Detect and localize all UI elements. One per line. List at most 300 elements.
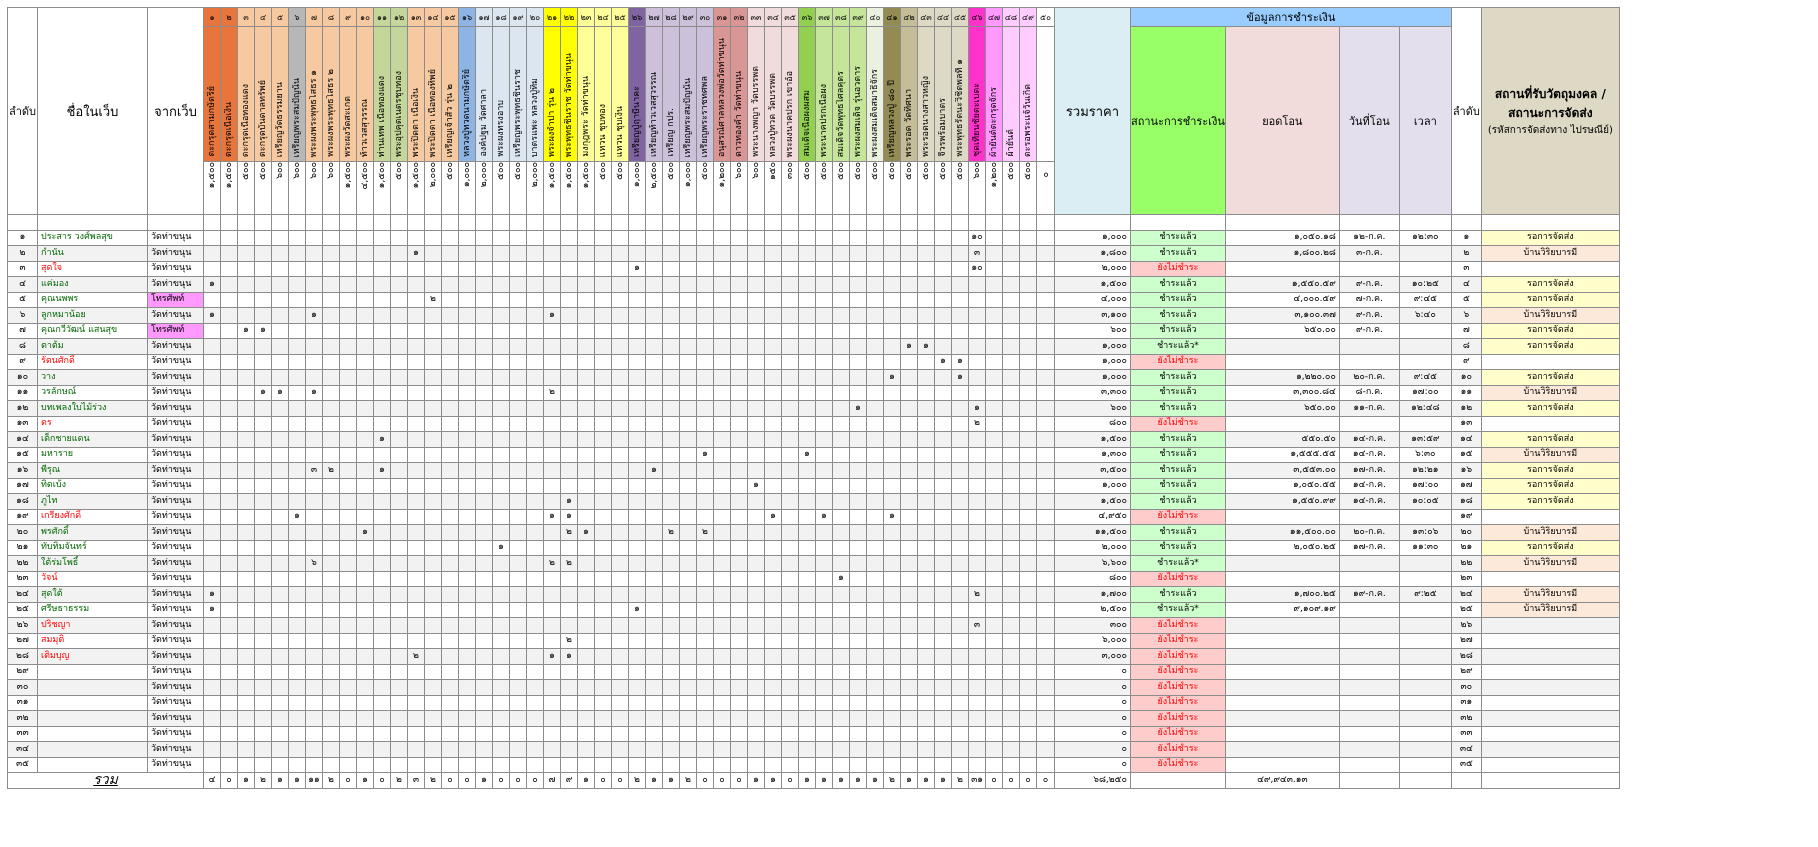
- order-table: [7, 7, 1620, 789]
- qty-cell: ๑: [884, 370, 901, 386]
- row-total: ๑,๐๐๐: [1055, 370, 1131, 386]
- qty-cell: [323, 385, 340, 401]
- qty-cell: [714, 416, 731, 432]
- row-time: [1399, 711, 1451, 727]
- item-name: พระผงพระพุทธโสธร ๑: [309, 69, 319, 157]
- qty-cell: [663, 556, 680, 572]
- qty-cell: [918, 556, 935, 572]
- qty-cell: [680, 401, 697, 417]
- qty-cell: [340, 339, 357, 355]
- qty-cell: [459, 432, 476, 448]
- column-total: ๐: [612, 773, 629, 789]
- qty-cell: [663, 447, 680, 463]
- qty-cell: ๑: [918, 339, 935, 355]
- totals-blank: [1339, 773, 1399, 789]
- qty-cell: [255, 618, 272, 634]
- qty-cell: [969, 292, 986, 308]
- row-name: ปริชญา: [38, 618, 148, 634]
- table-row: [8, 277, 1620, 293]
- qty-cell: [782, 695, 799, 711]
- item-name: เหรียญท้าวเวสสุวรรณ: [649, 71, 659, 157]
- qty-cell: [867, 277, 884, 293]
- blank-cell: [8, 215, 38, 231]
- qty-cell: [357, 664, 374, 680]
- qty-cell: [884, 618, 901, 634]
- item-price: ๖๐๐: [292, 162, 302, 179]
- qty-cell: [629, 680, 646, 696]
- qty-cell: [986, 742, 1003, 758]
- qty-cell: [646, 618, 663, 634]
- qty-cell: [442, 664, 459, 680]
- row-date: ๑๙-ก.ค.: [1339, 587, 1399, 603]
- qty-cell: [544, 354, 561, 370]
- qty-cell: [714, 742, 731, 758]
- qty-cell: [578, 323, 595, 339]
- qty-cell: [323, 757, 340, 773]
- qty-cell: [697, 432, 714, 448]
- qty-cell: [901, 742, 918, 758]
- row-pay-status: ยังไม่ชำระ: [1131, 649, 1226, 665]
- qty-cell: [493, 432, 510, 448]
- qty-cell: [595, 385, 612, 401]
- item-name: ตะกรุดเนื้อเงิน: [224, 101, 234, 157]
- qty-cell: [510, 494, 527, 510]
- qty-cell: [510, 323, 527, 339]
- qty-cell: [289, 618, 306, 634]
- qty-cell: [697, 618, 714, 634]
- row-amount: ๑,๕๕๕.๕๕: [1225, 447, 1339, 463]
- qty-cell: [799, 556, 816, 572]
- qty-cell: [255, 571, 272, 587]
- item-number: ๓๐: [697, 8, 714, 27]
- column-total: ๑: [289, 773, 306, 789]
- qty-cell: [612, 292, 629, 308]
- qty-cell: [204, 695, 221, 711]
- qty-cell: [442, 509, 459, 525]
- qty-cell: [714, 447, 731, 463]
- qty-cell: [884, 463, 901, 479]
- qty-cell: [867, 742, 884, 758]
- row-amount: [1225, 571, 1339, 587]
- qty-cell: [629, 308, 646, 324]
- qty-cell: [323, 308, 340, 324]
- qty-cell: [323, 680, 340, 696]
- qty-cell: [816, 757, 833, 773]
- item-price: ๖๐๐: [751, 162, 761, 179]
- row-seq2: ๒๔: [1451, 587, 1481, 603]
- qty-cell: [510, 742, 527, 758]
- qty-cell: [578, 633, 595, 649]
- qty-cell: [391, 308, 408, 324]
- row-amount: [1225, 742, 1339, 758]
- qty-cell: [544, 292, 561, 308]
- qty-cell: [867, 432, 884, 448]
- qty-cell: [697, 757, 714, 773]
- qty-cell: ๑: [935, 354, 952, 370]
- qty-cell: [272, 354, 289, 370]
- qty-cell: [544, 711, 561, 727]
- qty-cell: [425, 757, 442, 773]
- qty-cell: [680, 277, 697, 293]
- qty-cell: [238, 494, 255, 510]
- qty-cell: [578, 757, 595, 773]
- qty-cell: [884, 633, 901, 649]
- qty-cell: [714, 230, 731, 246]
- item-price-header: [1003, 162, 1020, 215]
- qty-cell: [918, 292, 935, 308]
- qty-cell: [629, 385, 646, 401]
- qty-cell: [969, 494, 986, 510]
- row-time: [1399, 416, 1451, 432]
- qty-cell: [850, 509, 867, 525]
- qty-cell: [748, 308, 765, 324]
- qty-cell: [493, 447, 510, 463]
- item-name-header: [323, 27, 340, 162]
- qty-cell: [1037, 385, 1055, 401]
- row-amount: ๑,๕๕๐.๕๙: [1225, 277, 1339, 293]
- qty-cell: [357, 649, 374, 665]
- qty-cell: [646, 587, 663, 603]
- item-price: ๑,๐๐๐: [632, 162, 642, 188]
- item-name: เหรียญพระราชทศพล: [700, 75, 710, 157]
- qty-cell: [748, 726, 765, 742]
- qty-cell: [952, 447, 969, 463]
- qty-cell: [476, 742, 493, 758]
- item-price: ๑,๕๐๐: [224, 162, 234, 189]
- qty-cell: [731, 370, 748, 386]
- item-name: ดาวทองคำ วัดท่าขนุน: [734, 71, 744, 157]
- qty-cell: [714, 463, 731, 479]
- qty-cell: [1020, 618, 1037, 634]
- qty-cell: [323, 540, 340, 556]
- qty-cell: [459, 401, 476, 417]
- qty-cell: [850, 432, 867, 448]
- row-date: [1339, 649, 1399, 665]
- qty-cell: [578, 370, 595, 386]
- qty-cell: [561, 308, 578, 324]
- item-price-header: [221, 162, 238, 215]
- blank-cell: [510, 215, 527, 231]
- qty-cell: [578, 277, 595, 293]
- row-date: [1339, 711, 1399, 727]
- row-total: ๘๐๐: [1055, 416, 1131, 432]
- qty-cell: [323, 370, 340, 386]
- qty-cell: [986, 711, 1003, 727]
- item-number: ๑๔: [425, 8, 442, 27]
- qty-cell: [544, 664, 561, 680]
- qty-cell: [612, 633, 629, 649]
- column-total: ๑: [357, 773, 374, 789]
- row-pay-status: ยังไม่ชำระ: [1131, 618, 1226, 634]
- table-row: [8, 494, 1620, 510]
- qty-cell: [1003, 571, 1020, 587]
- qty-cell: [340, 385, 357, 401]
- item-price: ๕๐๐: [853, 162, 863, 180]
- row-seq: ๓๐: [8, 680, 38, 696]
- blank-cell: [238, 215, 255, 231]
- table-row: [8, 370, 1620, 386]
- qty-cell: ๑: [629, 602, 646, 618]
- qty-cell: [561, 230, 578, 246]
- item-number: ๙: [340, 8, 357, 27]
- qty-cell: [612, 494, 629, 510]
- qty-cell: ๑: [850, 401, 867, 417]
- qty-cell: [442, 618, 459, 634]
- qty-cell: [867, 571, 884, 587]
- qty-cell: [323, 618, 340, 634]
- qty-cell: [884, 308, 901, 324]
- row-delivery: [1481, 649, 1619, 665]
- qty-cell: ๒: [561, 525, 578, 541]
- qty-cell: [510, 602, 527, 618]
- qty-cell: [306, 447, 323, 463]
- item-price: ๐: [1040, 171, 1051, 177]
- qty-cell: [765, 695, 782, 711]
- qty-cell: [697, 230, 714, 246]
- qty-cell: [391, 230, 408, 246]
- qty-cell: [629, 509, 646, 525]
- item-price-header: [714, 162, 731, 215]
- row-seq2: ๒๑: [1451, 540, 1481, 556]
- qty-cell: ๑: [697, 447, 714, 463]
- blank-cell: [408, 215, 425, 231]
- row-seq: ๓: [8, 261, 38, 277]
- qty-cell: [867, 385, 884, 401]
- qty-cell: [323, 509, 340, 525]
- qty-cell: ๑๐: [969, 230, 986, 246]
- blank-cell: [697, 215, 714, 231]
- qty-cell: [850, 618, 867, 634]
- qty-cell: [884, 742, 901, 758]
- qty-cell: [323, 401, 340, 417]
- qty-cell: [391, 540, 408, 556]
- qty-cell: [612, 432, 629, 448]
- qty-cell: [714, 385, 731, 401]
- qty-cell: [765, 726, 782, 742]
- item-name: พระปิดตา เนื้อทองทิพย์: [428, 68, 438, 157]
- qty-cell: [799, 726, 816, 742]
- qty-cell: [204, 246, 221, 262]
- qty-cell: [918, 695, 935, 711]
- qty-cell: [867, 633, 884, 649]
- row-date: [1339, 618, 1399, 634]
- qty-cell: [510, 292, 527, 308]
- qty-cell: [306, 416, 323, 432]
- row-delivery: [1481, 354, 1619, 370]
- qty-cell: [238, 695, 255, 711]
- qty-cell: [578, 432, 595, 448]
- item-price-header: [459, 162, 476, 215]
- qty-cell: [782, 354, 799, 370]
- blank-cell: [782, 215, 799, 231]
- qty-cell: [782, 680, 799, 696]
- qty-cell: [578, 401, 595, 417]
- qty-cell: [884, 261, 901, 277]
- qty-cell: [595, 370, 612, 386]
- qty-cell: [646, 726, 663, 742]
- qty-cell: [799, 230, 816, 246]
- qty-cell: [255, 556, 272, 572]
- qty-cell: [952, 478, 969, 494]
- qty-cell: [1037, 618, 1055, 634]
- qty-cell: [340, 416, 357, 432]
- qty-cell: [969, 680, 986, 696]
- item-price: ๒,๐๐๐: [428, 162, 438, 188]
- qty-cell: [510, 463, 527, 479]
- qty-cell: [816, 416, 833, 432]
- qty-cell: [340, 447, 357, 463]
- qty-cell: [986, 509, 1003, 525]
- qty-cell: [901, 695, 918, 711]
- qty-cell: [952, 292, 969, 308]
- blank-cell: [1003, 215, 1020, 231]
- item-number: ๒๕: [612, 8, 629, 27]
- qty-cell: [289, 757, 306, 773]
- qty-cell: [1003, 277, 1020, 293]
- qty-cell: [799, 432, 816, 448]
- qty-cell: [935, 478, 952, 494]
- row-from: วัดท่าขนุน: [148, 230, 204, 246]
- row-amount: ๑,๐๕๐.๕๕: [1225, 478, 1339, 494]
- qty-cell: [391, 742, 408, 758]
- row-total: ๑,๕๐๐: [1055, 494, 1131, 510]
- row-from: วัดท่าขนุน: [148, 463, 204, 479]
- qty-cell: [289, 540, 306, 556]
- row-amount: [1225, 664, 1339, 680]
- item-price: ๑,๒๐๐: [717, 162, 727, 188]
- row-total: ๓๐๐: [1055, 618, 1131, 634]
- qty-cell: [731, 246, 748, 262]
- item-name: เหรียญพระสมปัญนัน: [292, 77, 302, 157]
- row-time: ๑๒:๓๐: [1399, 230, 1451, 246]
- row-pay-status: ยังไม่ชำระ: [1131, 664, 1226, 680]
- item-name: สมเด็จวัดพุทธไศลคุตร: [836, 70, 846, 157]
- qty-cell: [612, 602, 629, 618]
- qty-cell: [561, 711, 578, 727]
- row-delivery: [1481, 416, 1619, 432]
- item-price: ๑,๕๐๐: [411, 162, 421, 189]
- qty-cell: [357, 292, 374, 308]
- qty-cell: [510, 478, 527, 494]
- qty-cell: [238, 261, 255, 277]
- qty-cell: [850, 587, 867, 603]
- qty-cell: [612, 525, 629, 541]
- qty-cell: [918, 680, 935, 696]
- row-amount: [1225, 726, 1339, 742]
- row-from: วัดท่าขนุน: [148, 680, 204, 696]
- item-number: ๒๐: [527, 8, 544, 27]
- item-price: ๑,๕๐๐: [581, 162, 591, 189]
- qty-cell: [986, 726, 1003, 742]
- qty-cell: [340, 525, 357, 541]
- qty-cell: ๑: [204, 587, 221, 603]
- qty-cell: [578, 742, 595, 758]
- qty-cell: [374, 525, 391, 541]
- qty-cell: [731, 587, 748, 603]
- row-time: [1399, 354, 1451, 370]
- row-date: ๑๔-ก.ค.: [1339, 447, 1399, 463]
- qty-cell: [476, 618, 493, 634]
- qty-cell: [459, 649, 476, 665]
- qty-cell: [1003, 757, 1020, 773]
- qty-cell: [1037, 742, 1055, 758]
- qty-cell: [476, 602, 493, 618]
- column-total: ๑: [867, 773, 884, 789]
- row-name: ดร: [38, 416, 148, 432]
- qty-cell: [731, 571, 748, 587]
- qty-cell: [986, 354, 1003, 370]
- qty-cell: [697, 602, 714, 618]
- item-name-header: [561, 27, 578, 162]
- qty-cell: [799, 277, 816, 293]
- qty-cell: [391, 525, 408, 541]
- row-name: บทเพลงใบไม้ร่วง: [38, 401, 148, 417]
- qty-cell: [969, 695, 986, 711]
- qty-cell: [238, 370, 255, 386]
- qty-cell: [425, 277, 442, 293]
- qty-cell: [442, 447, 459, 463]
- qty-cell: [289, 664, 306, 680]
- qty-cell: [306, 525, 323, 541]
- qty-cell: [238, 525, 255, 541]
- row-name: รัตนศักดิ์: [38, 354, 148, 370]
- qty-cell: [884, 339, 901, 355]
- qty-cell: [391, 509, 408, 525]
- qty-cell: [935, 292, 952, 308]
- qty-cell: [1020, 602, 1037, 618]
- qty-cell: [561, 277, 578, 293]
- row-date: [1339, 633, 1399, 649]
- qty-cell: [357, 416, 374, 432]
- item-number: ๔: [255, 8, 272, 27]
- qty-cell: [442, 308, 459, 324]
- qty-cell: [867, 339, 884, 355]
- qty-cell: [323, 587, 340, 603]
- qty-cell: [901, 261, 918, 277]
- item-price-header: [357, 162, 374, 215]
- qty-cell: [408, 757, 425, 773]
- qty-cell: [680, 370, 697, 386]
- qty-cell: [527, 385, 544, 401]
- row-seq2: ๓๔: [1451, 742, 1481, 758]
- qty-cell: [1003, 649, 1020, 665]
- qty-cell: [799, 711, 816, 727]
- item-name: พระผงจำปา รุ่น ๒: [547, 87, 557, 157]
- qty-cell: [510, 432, 527, 448]
- qty-cell: [969, 509, 986, 525]
- qty-cell: [731, 649, 748, 665]
- table-row: [8, 602, 1620, 618]
- qty-cell: [765, 308, 782, 324]
- qty-cell: [408, 726, 425, 742]
- qty-cell: ๒: [969, 416, 986, 432]
- qty-cell: [884, 664, 901, 680]
- qty-cell: [935, 432, 952, 448]
- qty-cell: [748, 416, 765, 432]
- qty-cell: [238, 571, 255, 587]
- qty-cell: [510, 246, 527, 262]
- item-price: ๕๐๐: [904, 162, 914, 180]
- item-name: มงกุฎพระ วัดท่าขนุน: [581, 76, 591, 157]
- qty-cell: [867, 556, 884, 572]
- qty-cell: [1003, 742, 1020, 758]
- qty-cell: [289, 742, 306, 758]
- qty-cell: [765, 540, 782, 556]
- qty-cell: [1003, 401, 1020, 417]
- qty-cell: [748, 695, 765, 711]
- qty-cell: [612, 370, 629, 386]
- blank-cell: [493, 215, 510, 231]
